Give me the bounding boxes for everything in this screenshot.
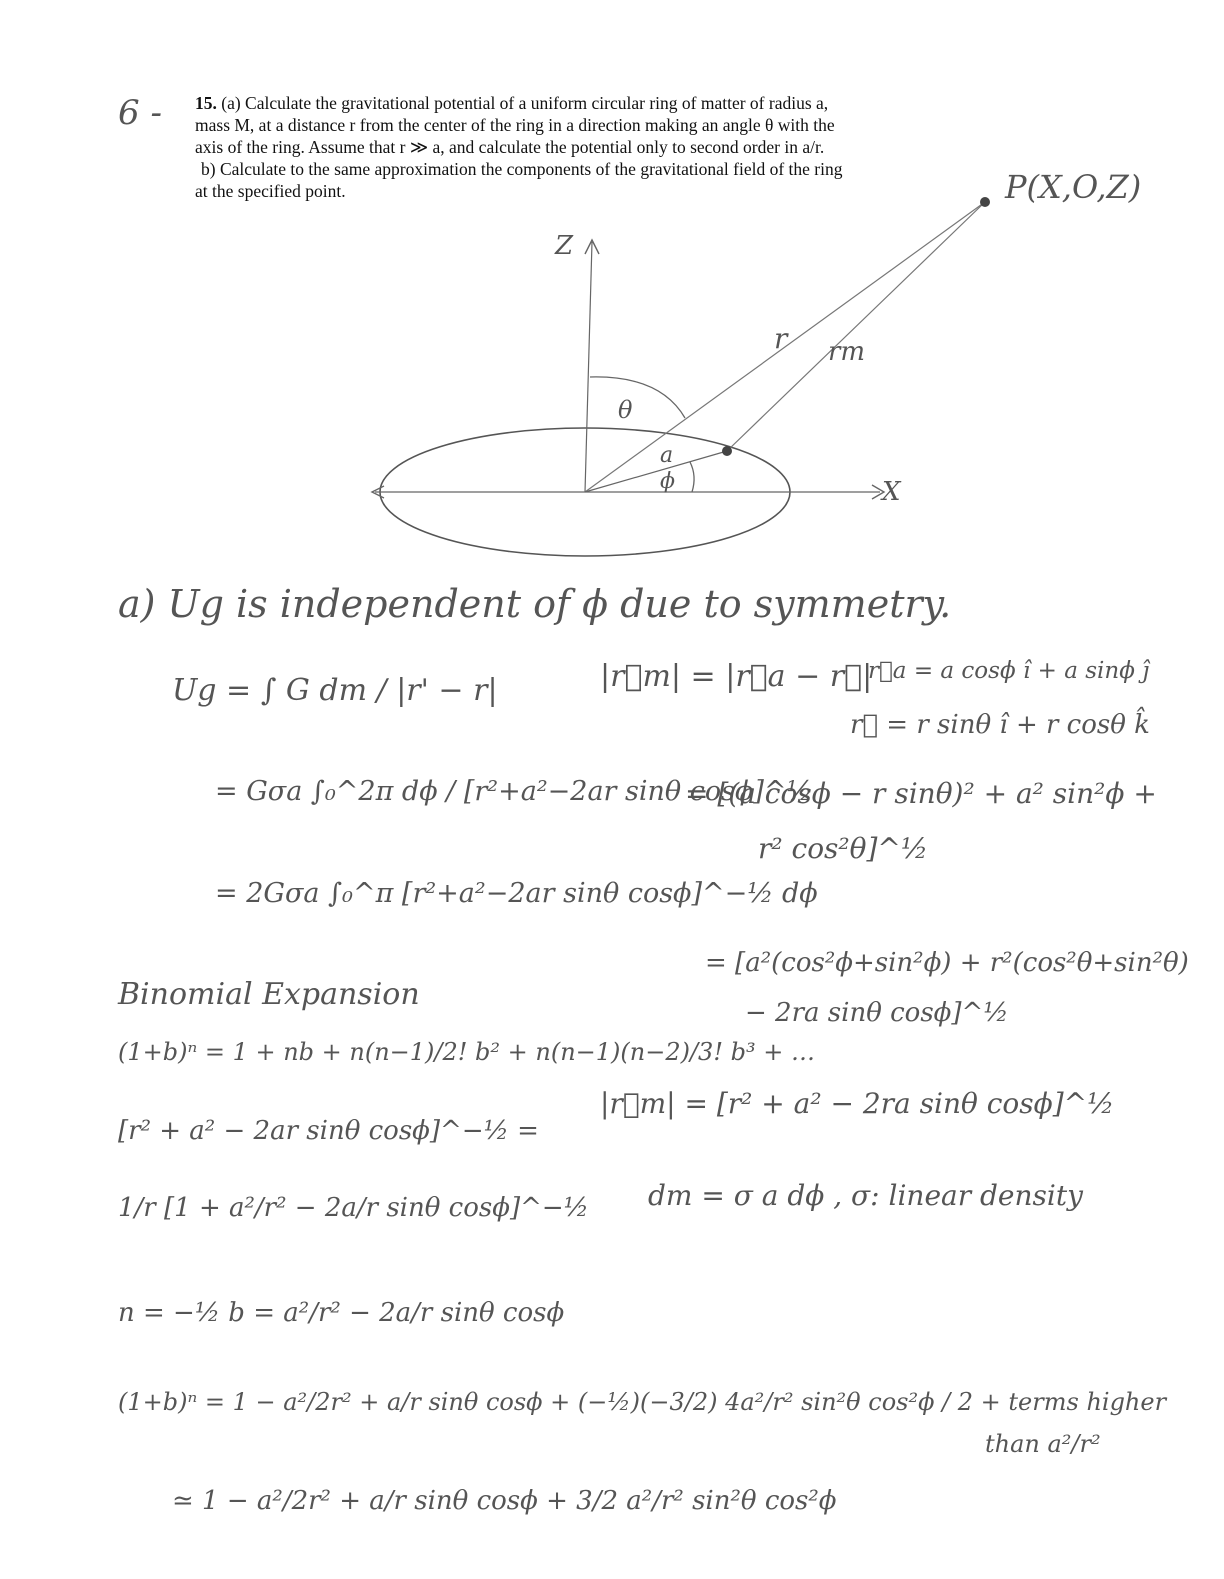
theta-arc: [590, 377, 685, 418]
a-label: a: [660, 443, 674, 468]
point-p: [980, 197, 990, 207]
dm-definition: dm = σ a dϕ , σ: linear density: [648, 1179, 1083, 1212]
terms-higher-note: than a²/r²: [985, 1430, 1101, 1458]
factored-form: 1/r [1 + a²/r² − 2a/r sinθ cosϕ]^−½: [118, 1193, 589, 1223]
z-axis: [585, 242, 592, 492]
problem-line-4: b) Calculate to the same approximation the components of the gravitational field of the ring: [201, 159, 843, 179]
rm-expansion-3: = [a²(cos²ϕ+sin²ϕ) + r²(cos²θ+sin²θ): [705, 948, 1189, 978]
problem-number: 15.: [195, 93, 217, 113]
ug-step-2: = 2Gσa ∫₀^π [r²+a²−2ar sinθ cosϕ]^−½ dϕ: [215, 878, 818, 909]
margin-problem-number: 6 -: [118, 93, 162, 133]
rm-expansion-1: = [(a cosϕ − r sinθ)² + a² sin²ϕ +: [685, 777, 1157, 810]
z-axis-label: Z: [555, 231, 574, 261]
phi-arc: [690, 462, 694, 492]
problem-line-1: [195, 92, 1195, 114]
solution-part-a: a) Ug is independent of ϕ due to symmetry.: [118, 582, 952, 626]
x-axis-label: X: [882, 477, 901, 507]
ra-definition: r⃗a = a cosϕ î + a sinϕ ĵ: [868, 658, 1150, 684]
problem-text-1: (a) Calculate the gravitational potential of a uniform circular ring of matter of radius a,: [221, 93, 829, 113]
rm-label: rm: [828, 337, 866, 367]
binomial-title: Binomial Expansion: [118, 977, 420, 1012]
a-radius: [585, 451, 727, 492]
ring-point: [722, 446, 732, 456]
binomial-formula: (1+b)ⁿ = 1 + nb + n(n−1)/2! b² + n(n−1)(n−2)/3! b³ + …: [118, 1038, 815, 1066]
ring-diagram: [0, 170, 1224, 730]
binomial-expansion: (1+b)ⁿ = 1 − a²/2r² + a/r sinθ cosϕ + (−½)(−3/2) 4a²/r² sin²θ cos²ϕ / 2 + terms higher: [118, 1388, 1167, 1416]
rm-vector: [727, 202, 985, 451]
phi-label: ϕ: [660, 469, 675, 494]
rm-expansion-2: r² cos²θ]^½: [758, 832, 929, 865]
rm-definition: |r⃗m| = |r⃗a − r⃗|: [600, 659, 873, 694]
r-label: r: [774, 322, 788, 355]
problem-line-2: mass M, at a distance r from the center of the ring in a direction making an angle θ with the: [195, 115, 835, 135]
n-b-definition: n = −½ b = a²/r² − 2a/r sinθ cosϕ: [118, 1298, 565, 1328]
ug-step-1: = Gσa ∫₀^2π dϕ / [r²+a²−2ar sinθ cosϕ]^½: [215, 776, 813, 807]
problem-line-3: axis of the ring. Assume that r ≫ a, and calculate the potential only to second order in a/r.: [195, 137, 825, 157]
rm-final: |r⃗m| = [r² + a² − 2ra sinθ cosϕ]^½: [600, 1087, 1115, 1120]
point-p-label: P(X,O,Z): [1005, 170, 1142, 206]
bracket-equation: [r² + a² − 2ar sinθ cosϕ]^−½ =: [118, 1116, 539, 1146]
r-definition: r⃗ = r sinθ î + r cosθ k̂: [850, 710, 1150, 740]
approximation: ≃ 1 − a²/2r² + a/r sinθ cosϕ + 3/2 a²/r² sin²θ cos²ϕ: [172, 1486, 837, 1516]
rm-expansion-4: − 2ra sinθ cosϕ]^½: [745, 998, 1009, 1028]
theta-label: θ: [618, 396, 633, 424]
ug-definition: Ug = ∫ G dm / |r' − r|: [172, 673, 498, 708]
problem-line-5: at the specified point.: [195, 181, 346, 201]
